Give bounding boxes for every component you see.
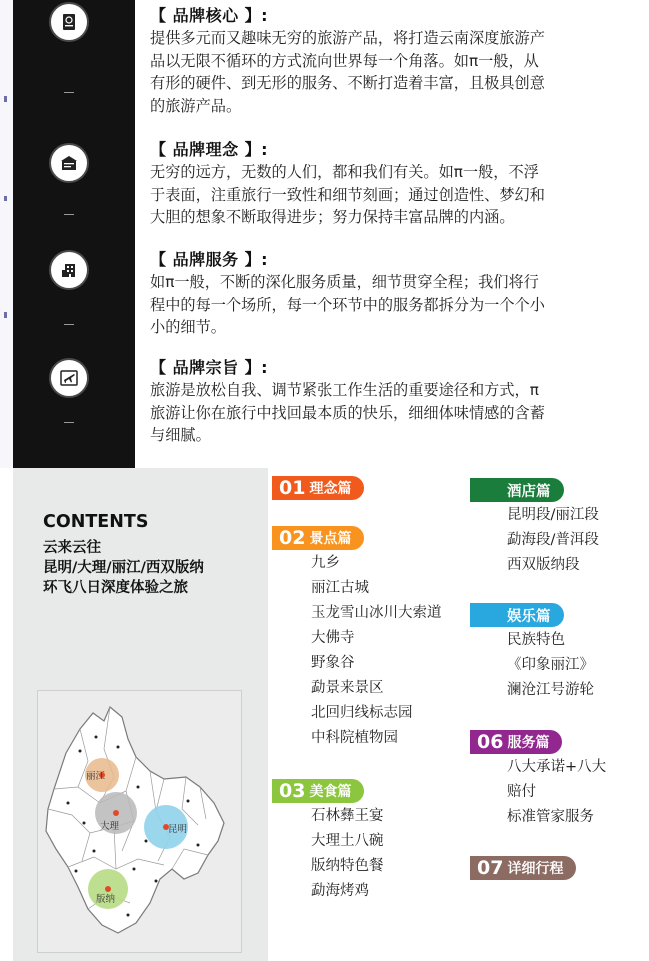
divider-dash [64, 422, 74, 423]
brand-core-heading: 【 品牌核心 】: [150, 6, 269, 25]
contents-left-panel [13, 468, 268, 961]
list-item[interactable]: 《印象丽江》 [507, 657, 594, 673]
chapter-label: 服务篇 [507, 735, 550, 751]
list-item[interactable]: 大理土八碗 [311, 833, 384, 849]
chapter-02-tag[interactable] [272, 526, 364, 550]
chapter-label: 娱乐篇 [507, 608, 551, 625]
chapter-label: 详细行程 [507, 861, 564, 877]
list-item[interactable]: 石林彝王宴 [311, 808, 384, 824]
brand-service-heading: 【 品牌服务 】: [150, 250, 269, 269]
list-item[interactable]: 西双版纳段 [507, 557, 580, 573]
list-item[interactable]: 勐海烤鸡 [311, 883, 369, 899]
brand-service-text: 如π一般，不断的深化服务质量，细节贯穿全程；我们将行 程中的每一个场所，每一个环节中的服务都拆分为一个个小 小的细节。 [150, 273, 545, 336]
brand-purpose-block [150, 357, 644, 447]
brand-purpose-heading: 【 品牌宗旨 】: [150, 358, 269, 377]
contents-subtitle-line-2: 昆明/大理/丽江/西双版纳 [43, 560, 204, 576]
list-item[interactable]: 中科院植物园 [311, 730, 398, 746]
list-item[interactable]: 勐海段/普洱段 [507, 532, 599, 548]
chapter-number: 02 [279, 527, 306, 549]
chapter-entertainment-tag[interactable] [470, 603, 564, 627]
icon-sidebar [13, 0, 135, 468]
map-label-kunming: 昆明 [168, 824, 188, 835]
brand-service-block [150, 249, 644, 339]
map-label-dali: 大理 [100, 821, 120, 832]
list-item[interactable]: 昆明段/丽江段 [507, 507, 599, 523]
map-label-lijiang: 丽江 [86, 771, 106, 782]
list-item[interactable]: 大佛寺 [311, 630, 355, 646]
brand-idea-block [150, 139, 644, 229]
chapter-number: 03 [279, 780, 306, 802]
divider-dash [64, 214, 74, 215]
contents-title: CONTENTS [43, 512, 149, 532]
list-item[interactable]: 玉龙雪山冰川大索道 [311, 605, 442, 621]
brand-purpose-text: 旅游是放松自我、调节紧张工作生活的重要途径和方式，π 旅游让你在旅行中找回最本质的快乐，细细体味情感的含蓄 与细腻。 [150, 381, 545, 444]
list-item[interactable]: 野象谷 [311, 655, 355, 671]
list-item[interactable]: 勐景来景区 [311, 680, 384, 696]
contents-section [13, 468, 649, 961]
list-item[interactable]: 丽江古城 [311, 580, 369, 596]
chapter-number: 06 [477, 731, 504, 753]
left-edge-strip [0, 0, 13, 468]
list-item[interactable]: 澜沧江号游轮 [507, 682, 594, 698]
chapter-number: 07 [477, 857, 504, 879]
divider-dash [64, 92, 74, 93]
list-item[interactable]: 赔付 [507, 784, 536, 800]
ticket-icon [49, 143, 89, 183]
chapter-number: 01 [279, 477, 306, 499]
chapter-label: 景点篇 [309, 531, 352, 547]
divider-dash [64, 324, 74, 325]
chapter-01-tag[interactable] [272, 476, 364, 500]
list-item[interactable]: 九乡 [311, 555, 340, 571]
brand-idea-heading: 【 品牌理念 】: [150, 140, 269, 159]
chapter-label: 理念篇 [309, 481, 352, 497]
yunnan-map [37, 690, 242, 953]
chapter-hotel-tag[interactable] [470, 478, 564, 502]
list-item[interactable]: 民族特色 [507, 632, 565, 648]
list-item[interactable]: 北回归线标志园 [311, 705, 413, 721]
passport-icon [49, 2, 89, 42]
airplane-icon [49, 358, 89, 398]
hotel-icon [49, 250, 89, 290]
brand-idea-text: 无穷的远方，无数的人们，都和我们有关。如π一般，不浮 于表面，注重旅行一致性和细节刻画；通过创造性、梦幻和 大胆的想象不断取得进步；努力保持丰富品牌的内涵。 [150, 163, 545, 226]
chapter-label: 美食篇 [309, 784, 352, 800]
chapter-06-tag[interactable] [470, 730, 562, 754]
chapter-07-tag[interactable] [470, 856, 576, 880]
list-item[interactable]: 版纳特色餐 [311, 858, 384, 874]
brand-text-column [150, 0, 646, 468]
list-item[interactable]: 标准管家服务 [507, 809, 594, 825]
map-label-banna: 版纳 [96, 894, 116, 905]
chapter-label: 酒店篇 [507, 483, 551, 500]
list-item[interactable]: 八大承诺+八大 [507, 759, 607, 775]
brand-core-text: 提供多元而又趣味无穷的旅游产品，将打造云南深度旅游产 品以无限不循环的方式流向世界每一个角落。如π一般，从 有形的硬件、到无形的服务、不断打造着丰富，且极具创意 的旅游产品。 [150, 29, 545, 115]
chapter-03-tag[interactable] [272, 779, 364, 803]
brand-core-block [150, 5, 644, 117]
contents-subtitle-line-3: 环飞八日深度体验之旅 [43, 580, 188, 596]
contents-subtitle-line-1: 云来云往 [43, 540, 101, 556]
